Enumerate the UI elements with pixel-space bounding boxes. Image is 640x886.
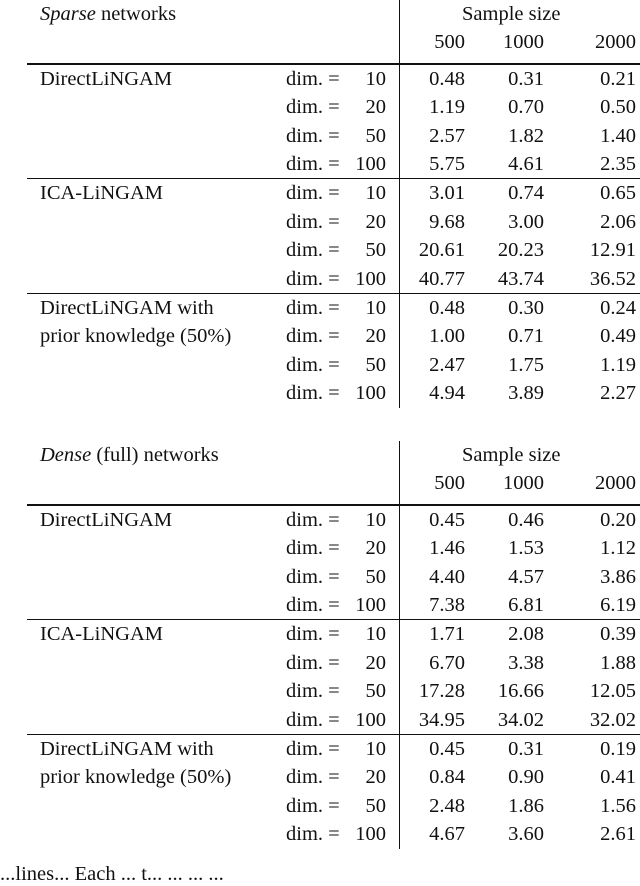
table-row <box>0 322 640 350</box>
table-row <box>0 208 640 236</box>
dimension-value: 100 <box>355 267 386 290</box>
dimension-label: dim. = <box>286 565 340 588</box>
table-row <box>0 677 640 705</box>
table-row <box>0 534 640 562</box>
dimension-label: dim. = <box>286 708 340 731</box>
runtime-value: 32.02 <box>589 708 636 731</box>
table-row <box>0 379 640 407</box>
sample-size-header: 2000 <box>595 31 636 54</box>
runtime-value: 16.66 <box>497 680 544 703</box>
runtime-value: 3.00 <box>508 210 544 233</box>
table-title <box>40 441 219 469</box>
runtime-value: 17.28 <box>418 680 465 703</box>
dimension-label: dim. = <box>286 766 340 789</box>
method-name: DirectLiNGAM <box>40 508 173 531</box>
method-name: ICA-LiNGAM <box>40 623 163 646</box>
runtime-value: 0.48 <box>429 297 465 319</box>
runtime-value: 1.00 <box>429 325 465 348</box>
runtime-value: 4.94 <box>429 382 465 405</box>
table-header-title-row <box>0 441 640 469</box>
runtime-value: 0.65 <box>600 182 636 205</box>
runtime-value: 1.75 <box>508 353 544 376</box>
table-row <box>0 236 640 264</box>
runtime-value: 3.01 <box>429 182 465 205</box>
dimension-value: 20 <box>365 537 386 560</box>
dimension-label: dim. = <box>286 651 340 674</box>
runtime-value: 0.30 <box>508 297 544 319</box>
runtime-value: 0.74 <box>508 182 544 205</box>
dimension-label: dim. = <box>286 623 340 646</box>
runtime-value: 20.61 <box>418 239 465 262</box>
table-row <box>0 150 640 178</box>
method-name: prior knowledge (50%) <box>40 766 232 789</box>
runtime-value: 2.27 <box>600 382 636 405</box>
sample-size-label: Sample size <box>462 3 561 25</box>
runtime-value: 3.38 <box>508 651 544 674</box>
runtime-value: 6.81 <box>508 594 544 616</box>
table-header-sizes-row <box>0 28 640 56</box>
dimension-value: 50 <box>365 680 386 703</box>
runtime-value: 0.50 <box>600 96 636 119</box>
dimension-value: 20 <box>365 766 386 789</box>
method-name: ICA-LiNGAM <box>40 182 163 205</box>
runtime-value: 43.74 <box>497 267 544 290</box>
dimension-value: 10 <box>365 67 386 90</box>
table-row <box>0 735 640 763</box>
runtime-value: 1.12 <box>600 537 636 560</box>
dimension-value: 100 <box>355 153 386 175</box>
runtime-value: 0.71 <box>508 325 544 348</box>
dimension-label: dim. = <box>286 537 340 560</box>
runtime-value: 40.77 <box>418 267 465 290</box>
table-row <box>0 506 640 534</box>
runtime-value: 2.47 <box>429 353 465 376</box>
dimension-label: dim. = <box>286 794 340 817</box>
runtime-value: 0.45 <box>429 508 465 531</box>
dimension-value: 100 <box>355 708 386 731</box>
column-separator <box>399 441 400 849</box>
dimension-label: dim. = <box>286 508 340 531</box>
table-title-emphasis: Dense <box>40 444 92 466</box>
runtime-value: 1.88 <box>600 651 636 674</box>
table-row <box>0 179 640 207</box>
runtime-value: 1.86 <box>508 794 544 817</box>
runtime-value: 0.19 <box>600 738 636 760</box>
dimension-value: 10 <box>365 623 386 646</box>
runtime-value: 12.91 <box>589 239 636 262</box>
runtime-value: 0.70 <box>508 96 544 119</box>
dimension-label: dim. = <box>286 738 340 760</box>
runtime-value: 1.53 <box>508 537 544 560</box>
method-name: DirectLiNGAM with <box>40 297 214 319</box>
runtime-value: 34.95 <box>418 708 465 731</box>
runtime-value: 0.49 <box>600 325 636 348</box>
sample-size-header: 500 <box>434 31 465 54</box>
dimension-value: 10 <box>365 738 386 760</box>
runtime-value: 4.61 <box>508 153 544 175</box>
table-row <box>0 65 640 93</box>
runtime-value: 2.61 <box>600 823 636 846</box>
table-row <box>0 351 640 379</box>
runtime-value: 0.24 <box>600 297 636 319</box>
table-title-rest: (full) networks <box>91 444 219 466</box>
runtime-value: 0.21 <box>600 67 636 90</box>
method-name: prior knowledge (50%) <box>40 325 232 348</box>
dimension-value: 50 <box>365 124 386 147</box>
runtime-value: 0.84 <box>429 766 465 789</box>
runtime-value: 3.86 <box>600 565 636 588</box>
dimension-label: dim. = <box>286 353 340 376</box>
table-row <box>0 620 640 648</box>
runtime-value: 9.68 <box>429 210 465 233</box>
runtime-value: 0.41 <box>600 766 636 789</box>
dimension-label: dim. = <box>286 67 340 90</box>
dimension-label: dim. = <box>286 182 340 205</box>
dimension-label: dim. = <box>286 823 340 846</box>
runtime-value: 36.52 <box>589 267 636 290</box>
dimension-value: 50 <box>365 794 386 817</box>
dimension-label: dim. = <box>286 382 340 405</box>
runtime-value: 6.70 <box>429 651 465 674</box>
dimension-value: 10 <box>365 182 386 205</box>
runtime-value: 1.19 <box>600 353 636 376</box>
runtime-value: 5.75 <box>429 153 465 175</box>
method-name: DirectLiNGAM <box>40 67 173 90</box>
dimension-value: 100 <box>355 823 386 846</box>
runtime-value: 4.67 <box>429 823 465 846</box>
runtime-value: 0.20 <box>600 508 636 531</box>
table-row <box>0 591 640 619</box>
dimension-label: dim. = <box>286 239 340 262</box>
dimension-value: 20 <box>365 325 386 348</box>
runtime-value: 0.45 <box>429 738 465 760</box>
table-title-emphasis: Sparse <box>40 3 96 25</box>
sample-size-label: Sample size <box>462 444 561 466</box>
runtime-value: 1.71 <box>429 623 465 646</box>
dimension-label: dim. = <box>286 124 340 147</box>
sample-size-header: 1000 <box>503 472 544 495</box>
table-row <box>0 649 640 677</box>
dimension-value: 10 <box>365 297 386 319</box>
table-row <box>0 792 640 820</box>
dimension-value: 20 <box>365 96 386 119</box>
runtime-value: 34.02 <box>497 708 544 731</box>
caption-fragment: ...lines... Each ... t... ... ... ... <box>0 863 224 885</box>
dimension-label: dim. = <box>286 594 340 616</box>
runtime-value: 1.56 <box>600 794 636 817</box>
table-row <box>0 706 640 734</box>
dimension-value: 100 <box>355 594 386 616</box>
dimension-label: dim. = <box>286 153 340 175</box>
dimension-label: dim. = <box>286 297 340 319</box>
runtime-value: 20.23 <box>497 239 544 262</box>
sample-size-header: 1000 <box>503 31 544 54</box>
runtime-value: 1.40 <box>600 124 636 147</box>
dimension-value: 50 <box>365 565 386 588</box>
runtime-value: 6.19 <box>600 594 636 616</box>
table-row <box>0 93 640 121</box>
dimension-value: 20 <box>365 651 386 674</box>
runtime-value: 4.40 <box>429 565 465 588</box>
dimension-value: 50 <box>365 239 386 262</box>
dimension-value: 10 <box>365 508 386 531</box>
runtime-value: 0.39 <box>600 623 636 646</box>
runtime-value: 0.48 <box>429 67 465 90</box>
runtime-value: 3.89 <box>508 382 544 405</box>
table-row <box>0 820 640 848</box>
table-title-rest: networks <box>95 3 177 25</box>
sample-size-header: 500 <box>434 472 465 495</box>
runtime-value: 2.08 <box>508 623 544 646</box>
runtime-value: 4.57 <box>508 565 544 588</box>
table-row <box>0 265 640 293</box>
dimension-label: dim. = <box>286 680 340 703</box>
runtime-value: 0.31 <box>508 67 544 90</box>
runtime-value: 0.90 <box>508 766 544 789</box>
runtime-value: 2.06 <box>600 210 636 233</box>
dimension-value: 100 <box>355 382 386 405</box>
dimension-label: dim. = <box>286 267 340 290</box>
runtime-value: 1.46 <box>429 537 465 560</box>
table-title <box>40 0 176 28</box>
runtime-value: 2.48 <box>429 794 465 817</box>
table-row <box>0 294 640 322</box>
table-row <box>0 763 640 791</box>
dimension-value: 50 <box>365 353 386 376</box>
runtime-value: 2.57 <box>429 124 465 147</box>
table-row <box>0 122 640 150</box>
runtime-value: 0.31 <box>508 738 544 760</box>
sample-size-header: 2000 <box>595 472 636 495</box>
method-name: DirectLiNGAM with <box>40 738 214 760</box>
runtime-value: 0.46 <box>508 508 544 531</box>
dimension-label: dim. = <box>286 325 340 348</box>
table-header-sizes-row <box>0 469 640 497</box>
dimension-label: dim. = <box>286 96 340 119</box>
runtime-value: 7.38 <box>429 594 465 616</box>
column-separator <box>399 0 400 408</box>
runtime-value: 1.19 <box>429 96 465 119</box>
runtime-value: 2.35 <box>600 153 636 175</box>
runtime-value: 12.05 <box>589 680 636 703</box>
table-row <box>0 563 640 591</box>
runtime-value: 3.60 <box>508 823 544 846</box>
dimension-label: dim. = <box>286 210 340 233</box>
dimension-value: 20 <box>365 210 386 233</box>
runtime-value: 1.82 <box>508 124 544 147</box>
table-header-title-row <box>0 0 640 28</box>
